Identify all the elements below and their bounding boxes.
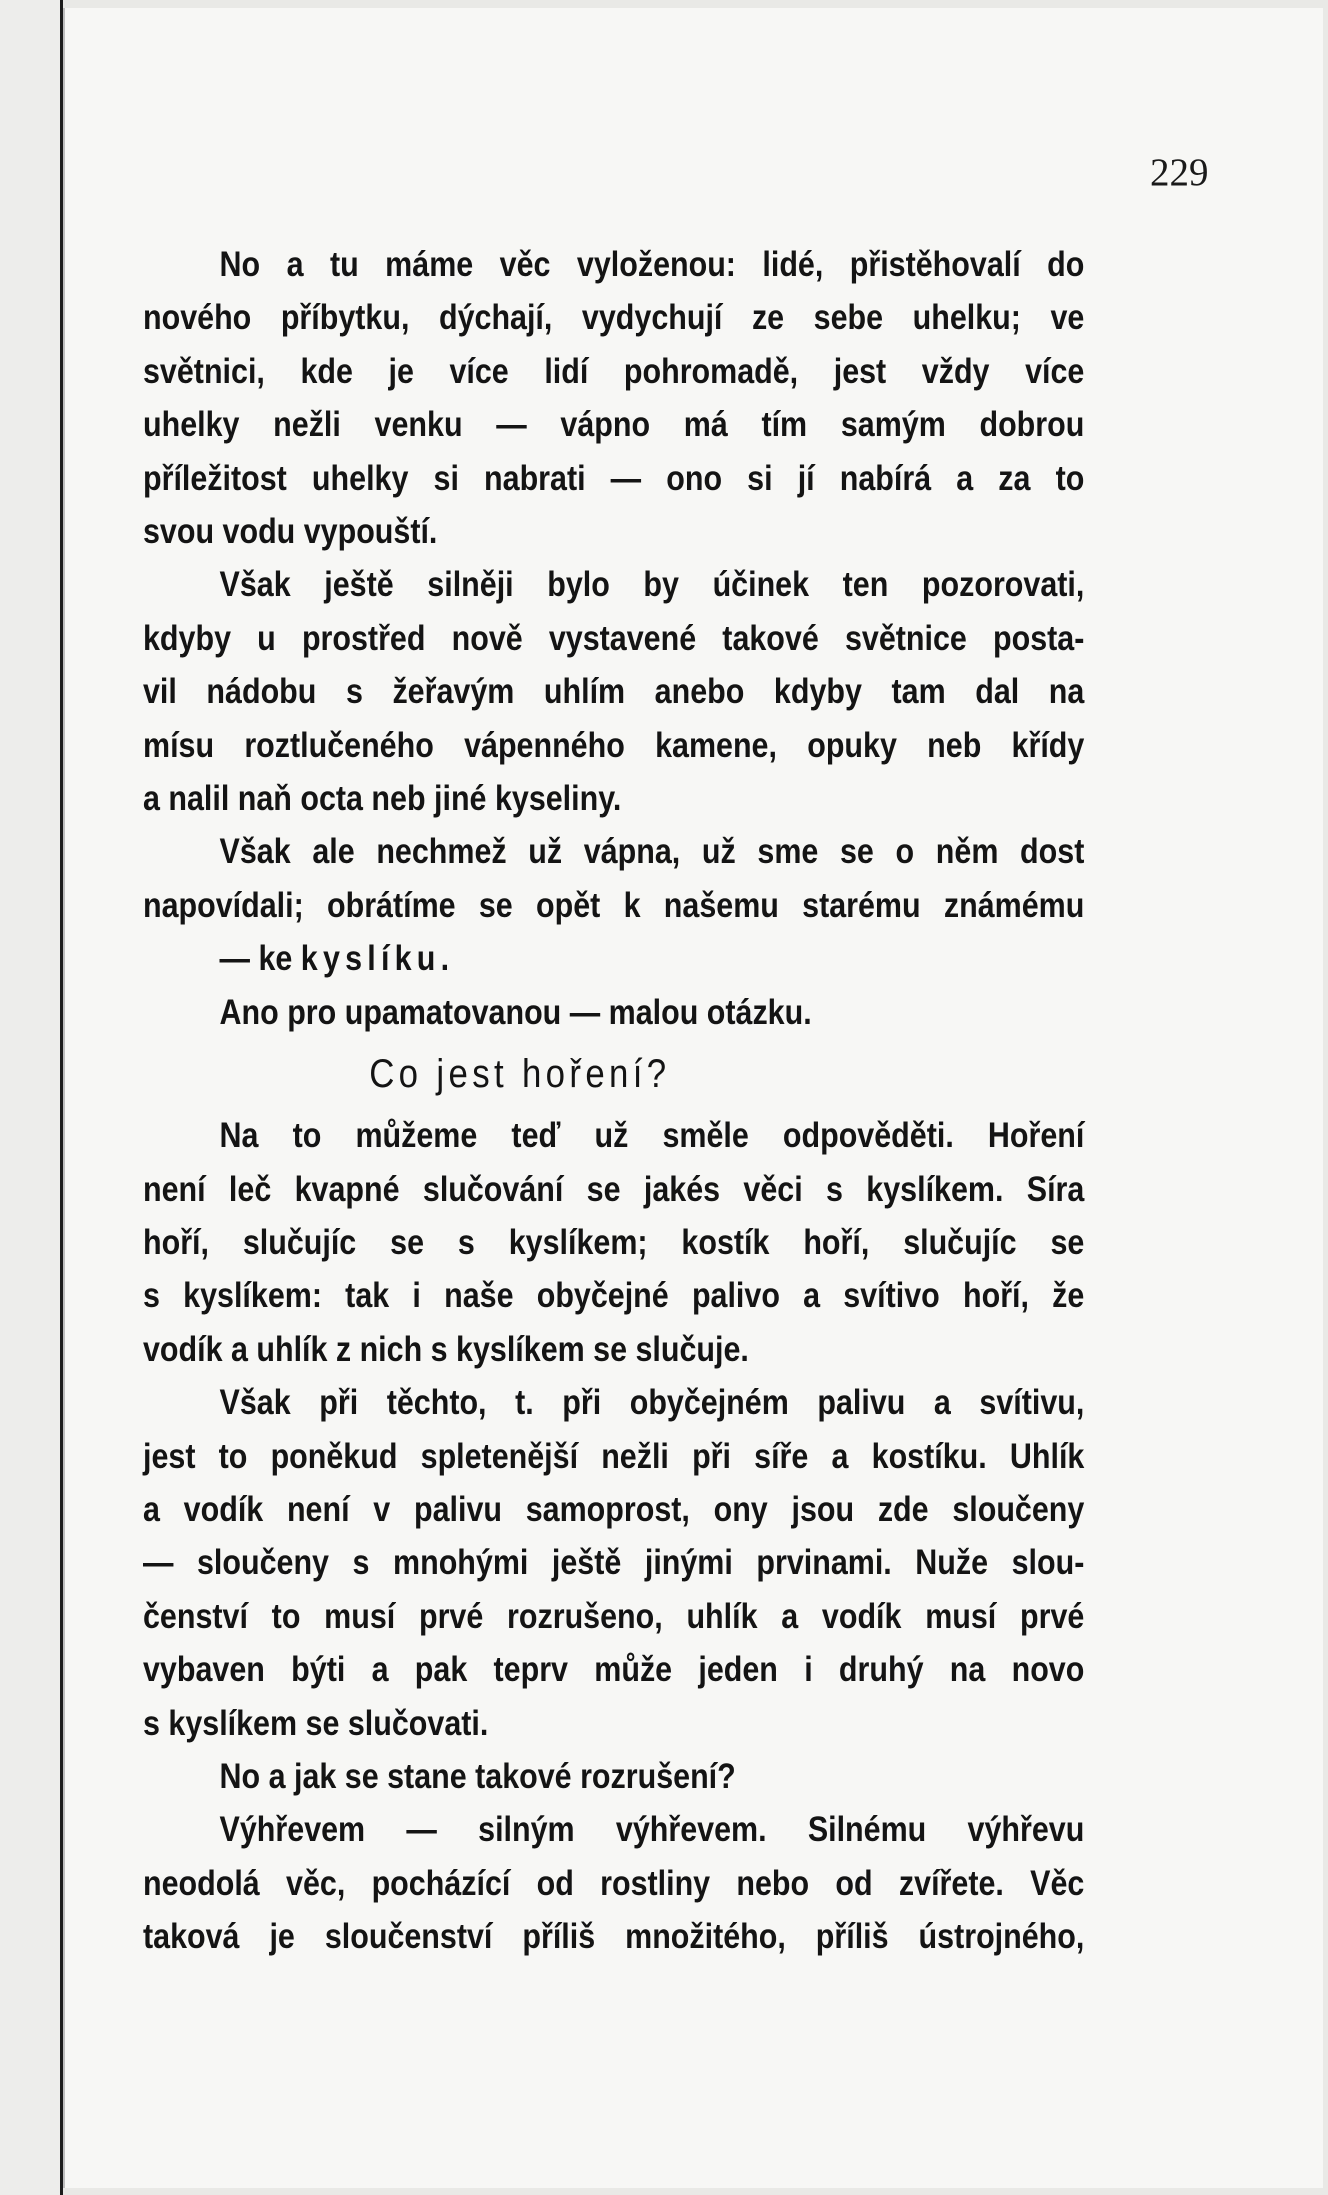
text-line: světnici, kde je více lidí pohromadě, jest vždy více [143,351,1085,391]
page-text [143,238,1084,1964]
text-line: není leč kvapné slučování se jakés věci s kyslíkem. Síra [143,1169,1085,1209]
text-line: No a tu máme věc vyloženou: lidé, přistěhovalí do [219,245,1085,284]
text-line: a nalil naň octa neb jiné kyseliny. [143,779,622,819]
text-line: No a jak se stane takové rozrušení? [219,1756,736,1796]
text-line: taková je sloučenství příliš množitého, příliš ústrojného, [143,1917,1085,1957]
text-line: čenství to musí prvé rozrušeno, uhlík a vodík musí prvé [143,1596,1085,1636]
text-line: vybaven býti a pak teprv může jeden i druhý na novo [143,1650,1085,1690]
text-line: Na to můžeme teď už směle odpověděti. Hoření [219,1116,1085,1156]
text-line: kdyby u prostřed nově vystavené takové světnice posta- [143,618,1085,658]
text-line: a vodík není v palivu samoprost, ony jsou zde sloučeny [143,1489,1085,1529]
text-line: vodík a uhlík z nich s kyslíkem se slučuje. [143,1329,749,1369]
text-line: neodolá věc, pocházící od rostliny nebo od zvířete. Věc [143,1863,1085,1903]
text-line: s kyslíkem: tak i naše obyčejné palivo a svítivo hoří, že [143,1276,1085,1316]
text-line: mísu roztlučeného vápenného kamene, opuky neb křídy [143,725,1085,765]
text-line: vil nádobu s žeřavým uhlím anebo kdyby tam dal na [143,672,1085,712]
text-line: Však ale nechmež už vápna, už sme se o něm dost [219,832,1085,872]
text-line: Však ještě silněji bylo by účinek ten pozorovati, [219,565,1085,605]
text-line: — ke kyslíku. [219,939,450,979]
text-line: nového příbytku, dýchají, vydychují ze sebe uhelku; ve [143,298,1085,338]
text-line: uhelky nežli venku — vápno má tím samým dobrou [143,405,1085,445]
text-line: jest to poněkud spletenější nežli při síře a kostíku. Uhlík [143,1436,1085,1476]
book-page [63,8,1323,2188]
page-number: 229 [1150,151,1209,194]
text-line: svou vodu vypouští. [143,512,438,552]
section-heading: Co jest hoření? [369,1052,671,1097]
text-line: hoří, slučujíc se s kyslíkem; kostík hoří, slučujíc se [143,1222,1085,1262]
text-line: Ano pro upamatovanou — malou otázku. [219,992,812,1032]
adjacent-page-edge [0,0,63,2195]
text-line: napovídali; obrátíme se opět k našemu starému známému [143,885,1085,925]
text-line: — sloučeny s mnohými ještě jinými prvinami. Nuže slou- [143,1543,1085,1583]
text-line: Však při těchto, t. při obyčejném palivu a svítivu, [219,1383,1085,1423]
text-line: příležitost uhelky si nabrati — ono si jí nabírá a za to [143,458,1085,498]
text-line: s kyslíkem se slučovati. [143,1703,489,1743]
text-line: Výhřevem — silným výhřevem. Silnému výhřevu [219,1810,1085,1850]
